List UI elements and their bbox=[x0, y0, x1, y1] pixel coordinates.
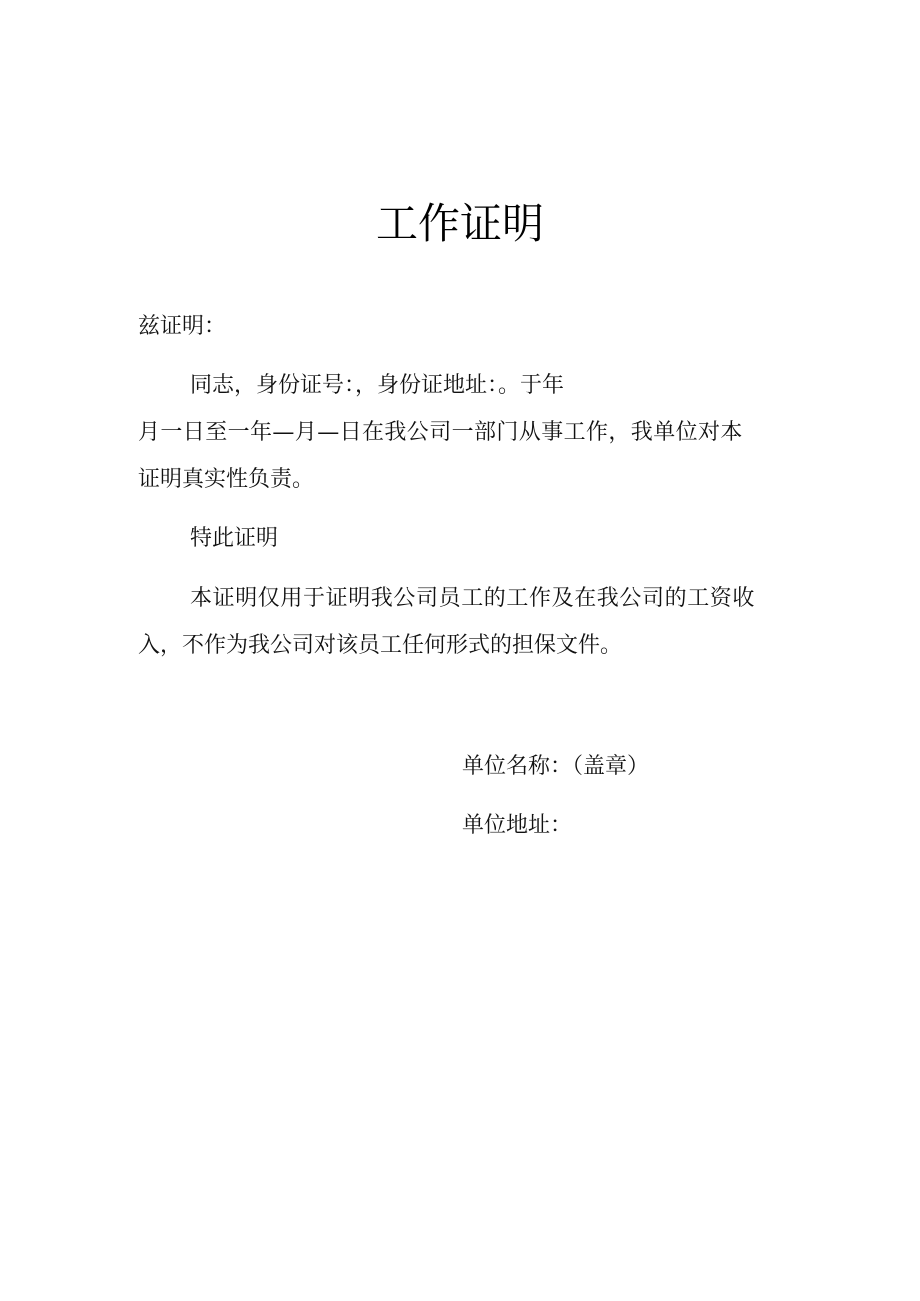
document-title: 工作证明 bbox=[375, 199, 544, 248]
paragraph3-line1: 本证明仅用于证明我公司员工的工作及在我公司的工资收 bbox=[190, 586, 756, 611]
unit-name-label: 单位名称：（盖章） bbox=[462, 754, 650, 779]
paragraph1-line2: 月一日至一年—月—日在我公司一部门从事工作，我单位对本 bbox=[138, 420, 743, 445]
unit-address-label: 单位地址： bbox=[462, 813, 573, 838]
paragraph1-line3: 证明真实性负责。 bbox=[138, 467, 315, 492]
salutation: 兹证明： bbox=[138, 314, 227, 339]
paragraph3-line2: 入，不作为我公司对该员工任何形式的担保文件。 bbox=[138, 633, 623, 658]
paragraph1-line1: 同志，身份证号：，身份证地址：。于年 bbox=[190, 373, 565, 398]
special-note: 特此证明 bbox=[190, 526, 279, 551]
